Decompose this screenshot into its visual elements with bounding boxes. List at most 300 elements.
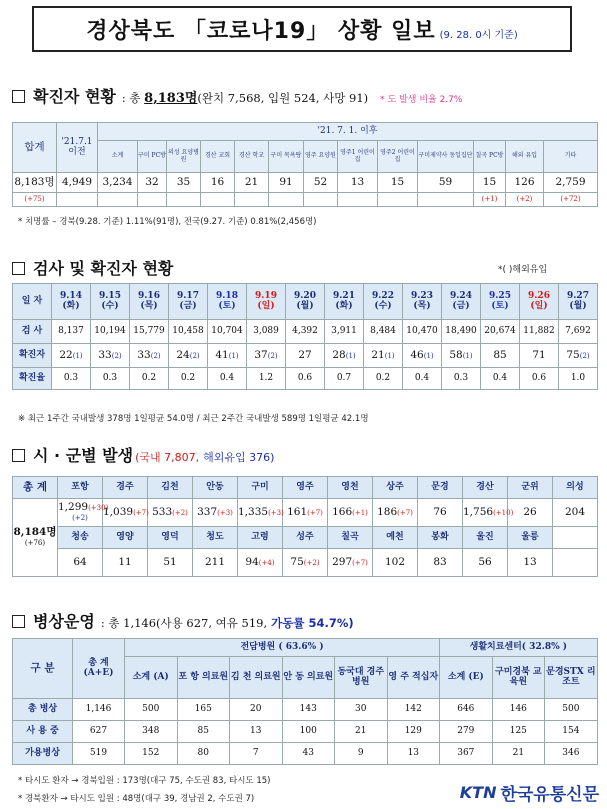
operation-rate: 가동률 54.7%) — [271, 616, 354, 630]
overseas-note: *( )해외유입 — [498, 265, 548, 275]
region-name: 구미 — [238, 477, 283, 499]
section-title: 확진자 현황 — [33, 87, 116, 106]
import-count: (1) — [72, 351, 83, 360]
region-name: 고령 — [238, 527, 283, 549]
section-title: 병상운영 — [33, 612, 95, 631]
weekday-text: (목) — [413, 300, 431, 311]
region-value — [508, 499, 553, 527]
date-cell — [169, 284, 208, 320]
beds-value: 30 — [335, 699, 388, 721]
tests-value: 3,089 — [247, 320, 286, 344]
region-increase: (+7) — [307, 508, 323, 517]
confirmed-value: 59 — [418, 173, 474, 193]
confirmed-value: 32 — [138, 173, 167, 193]
cases-count: 41 — [215, 348, 229, 361]
facility-header: 소계 (E) — [440, 657, 493, 699]
beds-value: 154 — [545, 721, 598, 743]
beds-value: 146 — [492, 699, 545, 721]
facility-header: 동국대 경주병원 — [335, 657, 388, 699]
summary-total: 8,183명 — [144, 91, 198, 106]
cluster-header: 영주2 어린이집 — [378, 141, 418, 173]
date-cell — [559, 284, 598, 320]
region-count: 56 — [478, 555, 492, 568]
beds-value: 500 — [545, 699, 598, 721]
region-name: 경산 — [463, 477, 508, 499]
tests-value: 15,779 — [130, 320, 169, 344]
beds-value: 646 — [440, 699, 493, 721]
import-count: (1) — [345, 351, 356, 360]
cases-count: 85 — [493, 348, 507, 361]
region-name: 칠곡 — [328, 527, 373, 549]
date-text: 9.25 — [489, 291, 511, 302]
rate-value: 0.2 — [169, 368, 208, 390]
date-cell — [247, 284, 286, 320]
beds-row — [13, 743, 598, 765]
section-region-heading — [12, 443, 274, 466]
total-value: 8,184명 — [13, 526, 57, 539]
beds-value: 519 — [73, 743, 125, 765]
weekday-text: (일) — [530, 300, 548, 311]
weekday-text: (화) — [62, 300, 80, 311]
region-value — [328, 499, 373, 527]
increase-value — [378, 193, 418, 207]
cases-value — [130, 344, 169, 368]
header-before — [57, 123, 98, 173]
cluster-header: 경산 학교 — [235, 141, 269, 173]
row-label: 가용병상 — [13, 743, 73, 765]
region-value — [463, 549, 508, 577]
cluster-header: 구미제약사 동일집단 — [418, 141, 474, 173]
logo-ktn: KTN — [459, 783, 497, 802]
page-title: 경상북도 「코로나19」 상황 일보 — [86, 18, 436, 44]
region-count: 83 — [433, 555, 447, 568]
rate-value: 0.4 — [208, 368, 247, 390]
increase-value: (+2) — [506, 193, 544, 207]
region-increase: (+7) — [352, 558, 368, 567]
region-values-row-1 — [13, 499, 598, 527]
beds-value: 627 — [73, 721, 125, 743]
region-value — [283, 549, 328, 577]
region-increase: (+2) — [172, 508, 188, 517]
date-cell — [91, 284, 130, 320]
confirmed-summary — [122, 87, 368, 106]
tests-row — [13, 320, 598, 344]
region-count: 13 — [523, 555, 537, 568]
region-increase: (+7) — [133, 508, 149, 517]
import-count: (1) — [228, 351, 239, 360]
region-name: 영덕 — [148, 527, 193, 549]
total-label: 총 계 — [13, 477, 58, 499]
region-count: 533 — [152, 505, 173, 518]
cases-value — [286, 344, 325, 368]
cluster-header: 영주 요양원 — [304, 141, 338, 173]
beds-value: 9 — [335, 743, 388, 765]
rate-value: 0.3 — [52, 368, 91, 390]
region-count: 76 — [433, 505, 447, 518]
region-value — [283, 499, 328, 527]
increase-row — [13, 193, 598, 207]
date-text: 9.20 — [294, 291, 316, 302]
increase-value — [167, 193, 201, 207]
import-count: (2) — [111, 351, 122, 360]
section-title: 시 · 군별 발생 — [33, 446, 134, 465]
tests-table — [12, 283, 598, 390]
confirmed-value: 21 — [235, 173, 269, 193]
region-count: 102 — [384, 555, 406, 568]
confirmed-value: 3,234 — [98, 173, 138, 193]
header-total: 합계 — [13, 123, 57, 173]
increase-value: (+72) — [544, 193, 598, 207]
beds-value: 165 — [177, 699, 230, 721]
region-count: 1,756 — [463, 505, 494, 518]
rate-value: 0.4 — [481, 368, 520, 390]
beds-row — [13, 699, 598, 721]
increase-value: (+1) — [474, 193, 506, 207]
region-increase: (+30) — [88, 504, 109, 513]
region-name: 청송 — [58, 527, 103, 549]
tests-value: 10,470 — [403, 320, 442, 344]
date-text: 9.17 — [177, 291, 199, 302]
region-count: 166 — [332, 505, 353, 518]
date-cell — [208, 284, 247, 320]
confirmed-row — [13, 173, 598, 193]
cases-value — [559, 344, 598, 368]
cluster-header: 구미 목욕탕 — [269, 141, 304, 173]
region-name: 성주 — [283, 527, 328, 549]
title-box — [32, 6, 572, 52]
section-title: 검사 및 확진자 현황 — [33, 259, 174, 278]
region-value — [463, 499, 514, 527]
cases-count: 33 — [137, 348, 151, 361]
beds-value: 142 — [387, 699, 440, 721]
rate-value: 0.7 — [325, 368, 364, 390]
row-label: 확진율 — [13, 368, 52, 390]
increase-value — [269, 193, 304, 207]
cases-value — [325, 344, 364, 368]
confirmed-value: 52 — [304, 173, 338, 193]
row-label: 확진자 — [13, 344, 52, 368]
weekday-text: (수) — [374, 300, 392, 311]
beds-value: 129 — [387, 721, 440, 743]
title-date: (9. 28. 0시 기준) — [439, 29, 518, 41]
tests-value: 10,704 — [208, 320, 247, 344]
region-name: 안동 — [193, 477, 238, 499]
region-count: 1,299 — [58, 501, 89, 514]
transfer-note-1: * 타시도 환자 → 경북입원 : 173명(대구 75, 수도권 83, 타시도 15) — [18, 776, 271, 786]
dedicated-hospitals-header: 전담병원 ( 63.6% ) — [125, 639, 440, 657]
confirmed-value: 15 — [474, 173, 506, 193]
date-text: 9.15 — [99, 291, 121, 302]
logo-name: 한국유통신문 — [500, 785, 599, 805]
region-increase: (+7) — [397, 508, 413, 517]
ktn-logo — [460, 780, 599, 805]
cases-value — [169, 344, 208, 368]
cases-count: 75 — [566, 348, 580, 361]
date-text: 9.24 — [450, 291, 472, 302]
weekday-text: (월) — [569, 300, 587, 311]
total-increase: (+76) — [24, 538, 46, 547]
rate-value: 0.6 — [286, 368, 325, 390]
date-text: 9.21 — [333, 291, 355, 302]
region-name: 예천 — [373, 527, 418, 549]
facility-header: 문경STX 리조트 — [545, 657, 598, 699]
cases-count: 58 — [449, 348, 463, 361]
row-label: 검 사 — [13, 320, 52, 344]
weekday-text: (수) — [101, 300, 119, 311]
cluster-header: 경산 교회 — [201, 141, 235, 173]
cases-count: 71 — [532, 348, 546, 361]
gubun-label: 구 분 — [13, 639, 73, 699]
region-count: 64 — [73, 555, 87, 568]
cases-count: 28 — [332, 348, 346, 361]
row-label: 총 병상 — [13, 699, 73, 721]
region-name: 청도 — [193, 527, 238, 549]
checkbox-icon — [12, 449, 25, 462]
date-text: 9.16 — [138, 291, 160, 302]
import-count: (1) — [423, 351, 434, 360]
rate-value: 0.3 — [91, 368, 130, 390]
region-values-row-2 — [13, 549, 598, 577]
region-count: 297 — [332, 555, 353, 568]
cases-count: 27 — [298, 348, 312, 361]
beds-value: 13 — [230, 721, 283, 743]
confirmed-value: 15 — [378, 173, 418, 193]
fatality-note: * 치명률 – 경북(9.28. 기준) 1.11%(91명), 전국(9.27. 기준) 0.81%(2,456명) — [18, 217, 317, 227]
beds-value: 500 — [125, 699, 178, 721]
date-cell — [442, 284, 481, 320]
beds-value: 13 — [387, 743, 440, 765]
date-cell — [481, 284, 520, 320]
facility-header: 포 항 의료원 — [177, 657, 230, 699]
cases-count: 46 — [410, 348, 424, 361]
region-value — [238, 499, 283, 527]
region-value — [373, 549, 418, 577]
tests-value: 11,882 — [520, 320, 559, 344]
region-increase: (+4) — [258, 558, 275, 567]
rate-value: 1.2 — [247, 368, 286, 390]
increase-value — [57, 193, 98, 207]
cases-value — [247, 344, 286, 368]
region-count: 161 — [287, 505, 308, 518]
region-count: 75 — [290, 555, 304, 568]
cluster-header: 소계 — [98, 141, 138, 173]
region-value — [148, 499, 193, 527]
region-increase: (+3) — [217, 508, 233, 517]
increase-value — [338, 193, 378, 207]
cases-value — [91, 344, 130, 368]
cases-count: 21 — [371, 348, 385, 361]
cases-value — [442, 344, 481, 368]
tests-value: 20,674 — [481, 320, 520, 344]
date-cell — [286, 284, 325, 320]
region-name: 울진 — [463, 527, 508, 549]
beds-value: 152 — [125, 743, 178, 765]
region-increase: (+10) — [493, 508, 514, 517]
total-cell — [13, 499, 58, 577]
region-count: 204 — [564, 505, 586, 518]
weekday-text: (토) — [491, 300, 509, 311]
beds-value: 20 — [230, 699, 283, 721]
region-name: 군위 — [508, 477, 553, 499]
cluster-header: 칠곡 PC방 — [474, 141, 506, 173]
region-name: 울릉 — [508, 527, 553, 549]
weekday-text: (목) — [140, 300, 158, 311]
beds-value: 125 — [492, 721, 545, 743]
weekly-note: ※ 최근 1주간 국내발생 378명 1일평균 54.0명 / 최근 2주간 국내발생 589명 1일평균 42.1명 — [18, 414, 369, 424]
rates-row — [13, 368, 598, 390]
region-value — [418, 549, 463, 577]
import-count: (2) — [579, 351, 590, 360]
region-count: 26 — [523, 505, 537, 518]
cases-value — [520, 344, 559, 368]
date-text: 9.19 — [255, 291, 277, 302]
beds-value: 85 — [177, 721, 230, 743]
increase-value — [235, 193, 269, 207]
confirmed-value: 126 — [506, 173, 544, 193]
beds-value: 21 — [492, 743, 545, 765]
tests-value: 8,484 — [364, 320, 403, 344]
rate-value: 0.6 — [520, 368, 559, 390]
region-name: 영천 — [328, 477, 373, 499]
cases-count: 33 — [98, 348, 112, 361]
increase-value — [201, 193, 235, 207]
beds-value: 43 — [282, 743, 335, 765]
date-cell — [52, 284, 91, 320]
import-count: (2) — [150, 351, 161, 360]
tests-value: 4,392 — [286, 320, 325, 344]
region-count: 211 — [204, 555, 226, 568]
cluster-header: 기타 — [544, 141, 598, 173]
cases-value — [481, 344, 520, 368]
treatment-center-header: 생활치료센터( 32.8% ) — [440, 639, 598, 657]
summary-rest: (완치 7,568, 입원 524, 사망 91) — [197, 91, 369, 105]
facility-header: 영 주 적십자 — [387, 657, 440, 699]
region-name: 의성 — [553, 477, 598, 499]
tests-value: 18,490 — [442, 320, 481, 344]
tests-value: 8,137 — [52, 320, 91, 344]
date-cell — [130, 284, 169, 320]
region-value — [58, 499, 109, 527]
date-cell — [520, 284, 559, 320]
beds-value: 80 — [177, 743, 230, 765]
region-value — [103, 499, 148, 527]
domestic-count: (국내 7,807, — [135, 451, 200, 464]
cases-value — [208, 344, 247, 368]
weekday-text: (일) — [257, 300, 275, 311]
cluster-header: 영주1 어린이집 — [338, 141, 378, 173]
beds-table — [12, 638, 598, 765]
import-count: (1) — [384, 351, 395, 360]
increase-value — [304, 193, 338, 207]
increase-value — [98, 193, 138, 207]
region-name: 상주 — [373, 477, 418, 499]
row-label: 일 자 — [13, 284, 52, 320]
section-beds-heading — [12, 609, 354, 632]
transfer-note-2: * 경북환자 → 타시도 입원 : 48명(대구 39, 경남권 2, 수도권 7) — [18, 794, 255, 804]
region-value — [373, 499, 418, 527]
date-text: 9.27 — [567, 291, 589, 302]
facility-header: 안 동 의료원 — [282, 657, 335, 699]
region-name: 포항 — [58, 477, 103, 499]
region-import: (+2) — [72, 513, 88, 522]
region-names-row-2 — [13, 527, 598, 549]
region-name: 문경 — [418, 477, 463, 499]
beds-value: 367 — [440, 743, 493, 765]
beds-summary: : 총 1,146(사용 627, 여유 519, — [100, 616, 268, 630]
date-text: 9.22 — [372, 291, 394, 302]
region-increase: (+3) — [268, 508, 284, 517]
cases-count: 24 — [176, 348, 190, 361]
tests-value: 3,911 — [325, 320, 364, 344]
region-count: 337 — [197, 505, 218, 518]
region-count: 51 — [163, 555, 177, 568]
tests-value: 10,194 — [91, 320, 130, 344]
increase-value — [138, 193, 167, 207]
cases-row — [13, 344, 598, 368]
cases-count: 22 — [59, 348, 73, 361]
date-text: 9.14 — [60, 291, 82, 302]
beds-value: 100 — [282, 721, 335, 743]
confirmed-value: 13 — [338, 173, 378, 193]
weekday-text: (금) — [452, 300, 470, 311]
import-count: (2) — [189, 351, 200, 360]
region-increase: (+2) — [303, 558, 320, 567]
region-count: 1,335 — [238, 505, 269, 518]
overseas-count: 해외유입 376) — [203, 451, 275, 464]
import-count: (2) — [267, 351, 278, 360]
confirmed-value: 91 — [269, 173, 304, 193]
beds-row — [13, 721, 598, 743]
beds-value: 346 — [545, 743, 598, 765]
beds-value: 1,146 — [73, 699, 125, 721]
summary-prefix: : 총 — [121, 91, 145, 105]
region-count: 94 — [245, 555, 259, 568]
confirmed-value: 35 — [167, 173, 201, 193]
region-value — [148, 549, 193, 577]
date-text: 9.23 — [411, 291, 433, 302]
date-cell — [325, 284, 364, 320]
region-name: 경주 — [103, 477, 148, 499]
section-confirmed-heading — [12, 84, 462, 107]
tests-value: 10,458 — [169, 320, 208, 344]
header-before-date: '21.7.1 — [61, 137, 93, 148]
rate-value: 0.3 — [442, 368, 481, 390]
region-value — [193, 499, 238, 527]
cluster-header: 의성 요양병원 — [167, 141, 201, 173]
beds-value: 21 — [335, 721, 388, 743]
rate-value: 0.4 — [403, 368, 442, 390]
tests-value: 7,692 — [559, 320, 598, 344]
date-cell — [403, 284, 442, 320]
empty-cell — [553, 549, 598, 577]
beds-value: 7 — [230, 743, 283, 765]
increase-value — [418, 193, 474, 207]
beds-value: 143 — [282, 699, 335, 721]
confirmed-value: 4,949 — [57, 173, 98, 193]
region-count: 11 — [118, 555, 132, 568]
beds-value: 348 — [125, 721, 178, 743]
weekday-text: (월) — [296, 300, 314, 311]
increase-value: (+75) — [13, 193, 57, 207]
weekday-text: (화) — [335, 300, 353, 311]
region-value — [238, 549, 283, 577]
region-value — [328, 549, 373, 577]
region-name: 봉화 — [418, 527, 463, 549]
date-text: 9.26 — [528, 291, 550, 302]
region-value — [508, 549, 553, 577]
weekday-text: (금) — [179, 300, 197, 311]
header-before-label: 이전 — [68, 146, 86, 157]
